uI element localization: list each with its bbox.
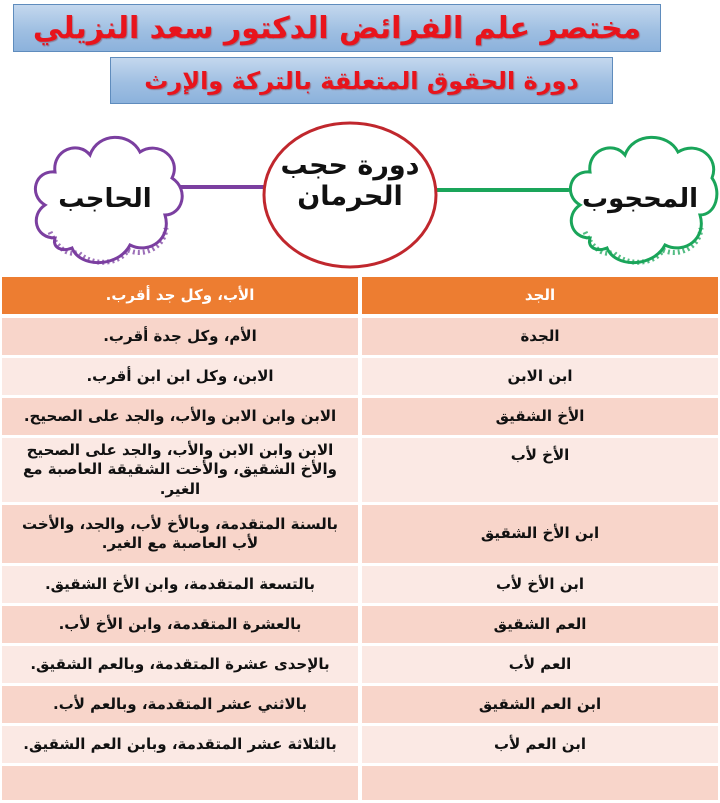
- table-row: [0, 726, 720, 766]
- hajib-cell: الأم، وكل جدة أقرب.: [0, 318, 360, 358]
- mahjoub-cell: الأخ الشقيق: [360, 398, 720, 438]
- hajib-cell: بالإحدى عشرة المتقدمة، وبالعم الشقيق.: [0, 646, 360, 686]
- mahjoub-cell: الجدة: [360, 318, 720, 358]
- mahjoub-cell: ابن الأخ لأب: [360, 566, 720, 606]
- mahjoub-cell: ابن العم لأب: [360, 726, 720, 766]
- table-header-row: [0, 277, 720, 318]
- table-row: [0, 646, 720, 686]
- center-label: [263, 150, 437, 212]
- table-row: [0, 686, 720, 726]
- hajib-cell: بالتسعة المتقدمة، وابن الأخ الشقيق.: [0, 566, 360, 606]
- main-title-banner: [13, 4, 661, 52]
- hajib-cell: الابن وابن الابن والأب، والجد على الصحيح.: [0, 398, 360, 438]
- mahjoub-cell: العم الشقيق: [360, 606, 720, 646]
- table-row: [0, 318, 720, 358]
- hajb-table: [0, 277, 720, 803]
- subtitle-banner: [110, 57, 613, 104]
- hajib-cell: بالاثني عشر المتقدمة، وبالعم لأب.: [0, 686, 360, 726]
- mahjoub-cell: ابن العم الشقيق: [360, 686, 720, 726]
- hajib-cell: الابن، وكل ابن ابن أقرب.: [0, 358, 360, 398]
- subtitle: دورة الحقوق المتعلقة بالتركة والإرث: [144, 66, 579, 95]
- table-row: [0, 358, 720, 398]
- table-row: [0, 438, 720, 505]
- center-label-line1: دورة حجب: [280, 150, 420, 181]
- center-label-line2: الحرمان: [297, 181, 403, 213]
- mahjoub-cell: العم لأب: [360, 646, 720, 686]
- table-row: [0, 398, 720, 438]
- mahjoub-label: المحجوب: [581, 184, 698, 214]
- mahjoub-cell: ابن الابن: [360, 358, 720, 398]
- hajib-cell: الابن وابن الابن والأب، والجد على الصحيح والأخ الشقيق، والأخت الشقيقة العاصبة مع الغير.: [0, 438, 360, 505]
- mahjoub-cell: ابن الأخ الشقيق: [360, 505, 720, 566]
- table-row: [0, 505, 720, 566]
- hajib-cell: بالعشرة المتقدمة، وابن الأخ لأب.: [0, 606, 360, 646]
- hajib-cell: بالسنة المتقدمة، وبالأخ لأب، والجد، والأخت لأب العاصبة مع الغير.: [0, 505, 360, 566]
- table-row: [0, 566, 720, 606]
- header-cell-mahjoub: الجد: [360, 277, 720, 318]
- main-title: مختصر علم الفرائض الدكتور سعد النزيلي: [32, 10, 642, 46]
- table-row-cutoff: [0, 766, 720, 803]
- mahjoub-cell: الأخ لأب: [360, 438, 720, 505]
- table-row: [0, 606, 720, 646]
- hajib-cell: [0, 766, 360, 803]
- hajib-cell: بالثلاثة عشر المتقدمة، وبابن العم الشقيق.: [0, 726, 360, 766]
- mahjoub-cell: [360, 766, 720, 803]
- header-cell-hajib: الأب، وكل جد أقرب.: [0, 277, 360, 318]
- hajib-label: الحاجب: [58, 184, 152, 214]
